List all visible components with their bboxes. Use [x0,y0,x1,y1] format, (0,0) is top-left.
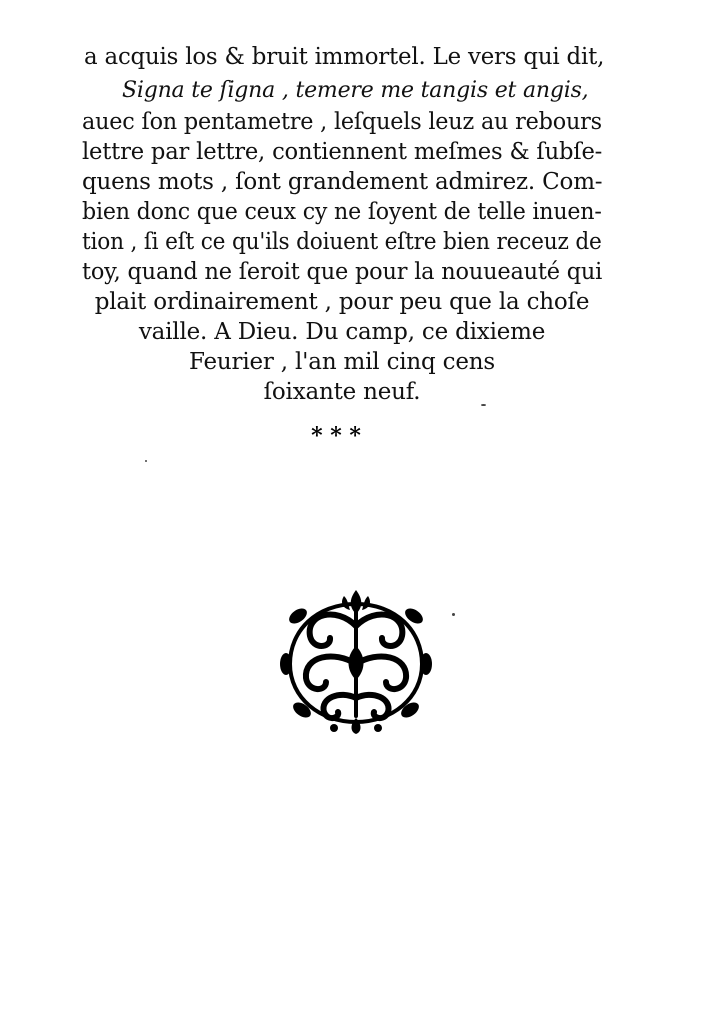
text-line: bien donc que ceux cy ne ſoyent de telle inuen- [82,199,602,225]
text-line: quens mots , ſont grandement admirez. Com- [82,169,603,195]
scan-speck [145,460,147,462]
fleuron-ornament-icon [276,586,436,736]
text-line: ſoixante neuf. [263,379,421,405]
text-line: auec ſon pentametre , leſquels leuz au rebours [82,109,602,135]
asterism: * * * [311,423,361,449]
scan-speck [481,404,486,406]
text-line: lettre par lettre, contiennent meſmes & ſubſe- [82,139,603,165]
scan-speck [452,613,455,616]
text-line: toy, quand ne ſeroit que pour la nouueauté qui [82,259,603,285]
text-line: vaille. A Dieu. Du camp, ce dixieme [138,319,546,345]
text-line: tion , ſi eſt ce qu'ils doiuent eſtre bien receuz de [82,229,602,255]
latin-verse-line: Signa te ſigna , temere me tangis et angis, [122,78,589,103]
text-line: plait ordinairement , pour peu que la choſe [94,289,590,315]
text-line: Feurier , l'an mil cinq cens [189,349,495,375]
text-line: a acquis los & bruit immortel. Le vers qui dit, [84,44,605,70]
